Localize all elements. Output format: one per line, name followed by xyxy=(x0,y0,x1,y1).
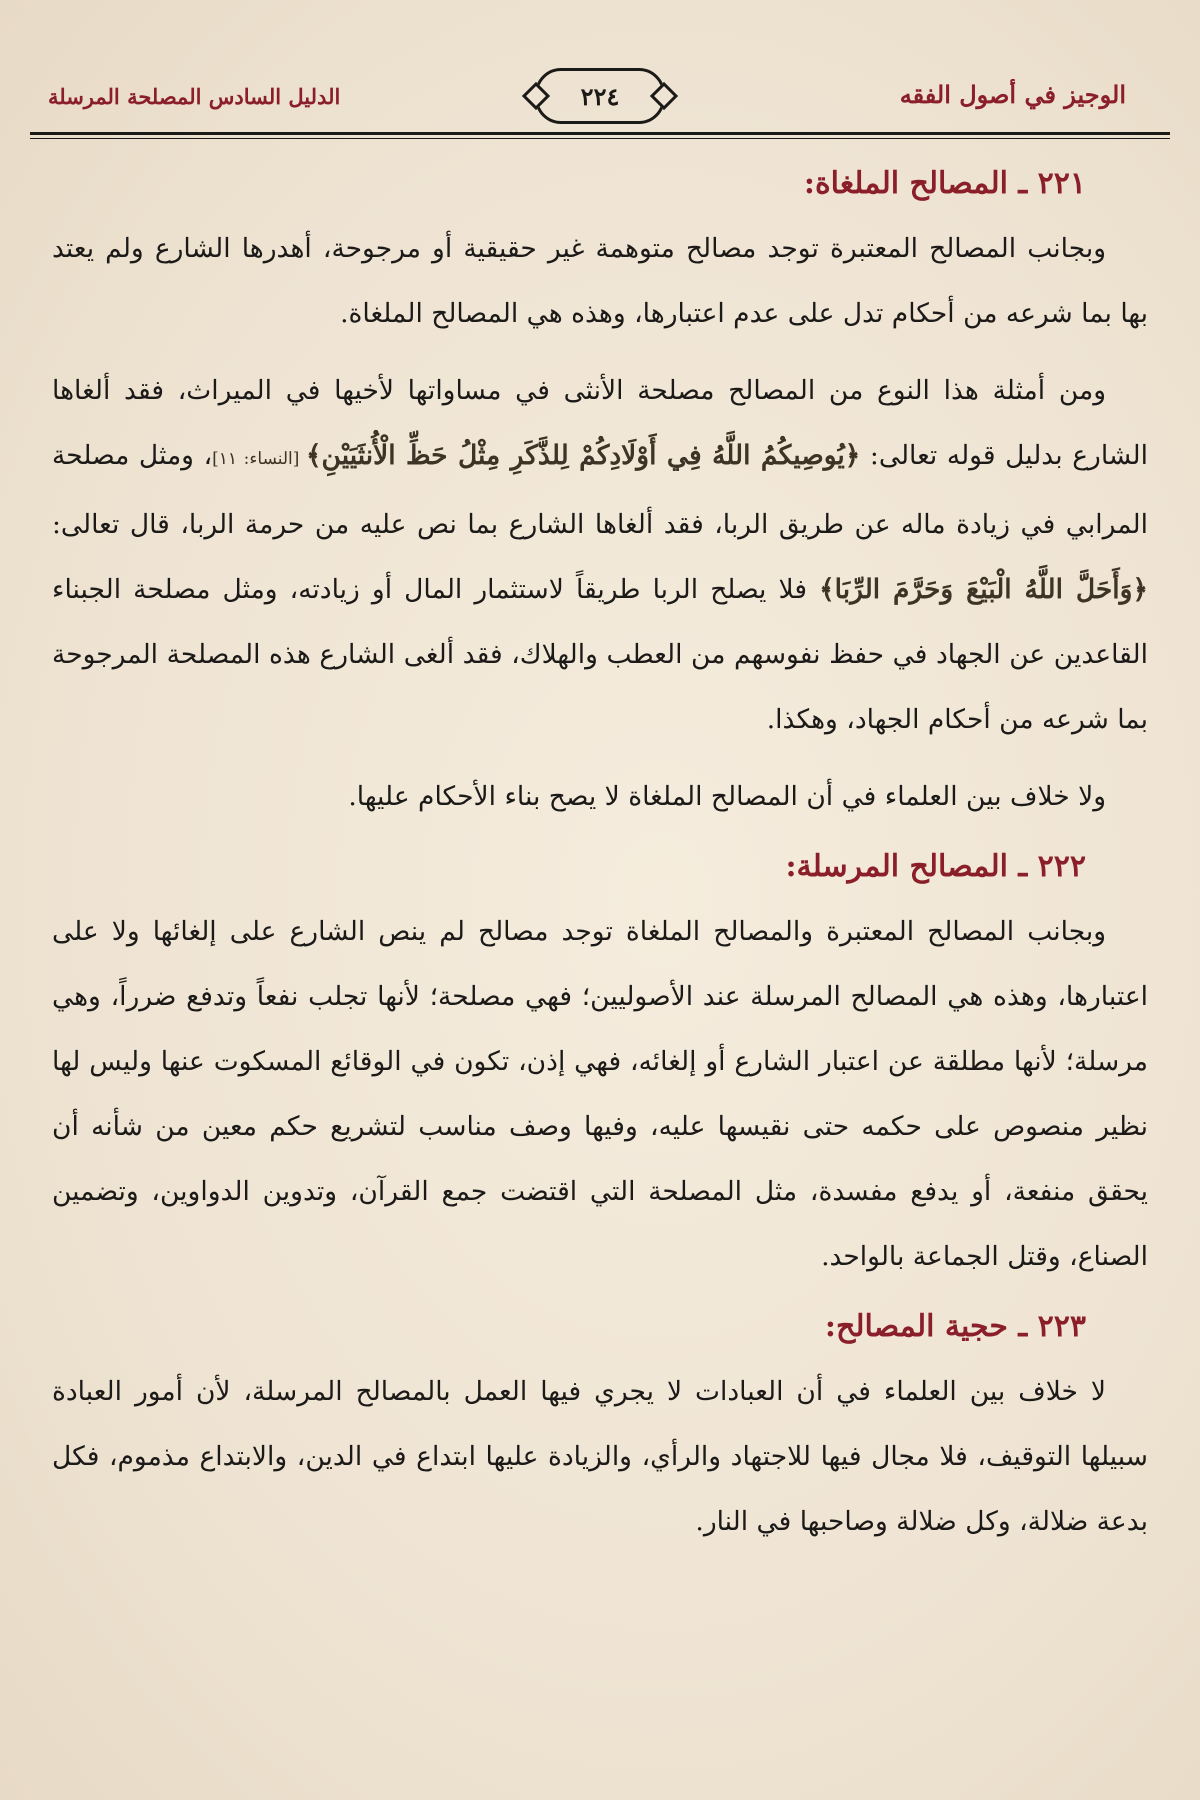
paragraph: وبجانب المصالح المعتبرة توجد مصالح متوهمة غير حقيقية أو مرجوحة، أهدرها الشارع ولم يعتد بها بما شرعه من أحكام تدل على عدم اعتبارها، وهذه هي المصالح الملغاة. xyxy=(52,233,1148,329)
verse-reference: [النساء: ١١] xyxy=(212,449,307,469)
section-title-222: ٢٢٢ ـ المصالح المرسلة: xyxy=(785,849,1086,884)
header-rule-thin xyxy=(30,138,1170,139)
section-title-223: ٢٢٣ ـ حجية المصالح: xyxy=(824,1309,1086,1344)
paragraph: لا خلاف بين العلماء في أن العبادات لا يجري فيها العمل بالمصالح المرسلة، لأن أمور العبادة سبيلها التوقيف، فلا مجال فيها للاجتهاد والرأي، والزيادة عليها ابتداع في الدين، والابتداع مذموم، فكل بدعة ضلالة، وكل ضلالة وصاحبها في النار. xyxy=(52,1376,1148,1537)
chapter-title: الدليل السادس المصلحة المرسلة xyxy=(48,84,341,109)
paragraph-text: ، ومثل مصلحة المرابي في زيادة ماله عن طريق الربا، فقد ألغاها الشارع بما نص عليه من حرمة الربا، قال تعالى: xyxy=(52,440,1148,540)
page-body xyxy=(52,158,1148,1566)
section-title-221: ٢٢١ ـ المصالح الملغاة: xyxy=(803,166,1086,201)
paragraph-text: فلا يصلح الربا طريقاً لاستثمار المال أو زيادته، ومثل مصلحة الجبناء القاعدين عن الجهاد في حفظ نفوسهم من العطب والهلاك، فقد ألغى الشارع هذه المصلحة المرجوحة بما شرعه من أحكام الجهاد، وهكذا. xyxy=(52,574,1148,735)
header-rule xyxy=(30,132,1170,135)
running-header xyxy=(40,62,1160,132)
quran-verse: ﴿يُوصِيكُمُ اللَّهُ فِي أَوْلَادِكُمْ لِلذَّكَرِ مِثْلُ حَظِّ الْأُنثَيَيْنِ﴾ xyxy=(306,440,861,471)
paragraph: ولا خلاف بين العلماء في أن المصالح الملغاة لا يصح بناء الأحكام عليها. xyxy=(348,781,1106,812)
paragraph xyxy=(52,358,1148,752)
paragraph: وبجانب المصالح المعتبرة والمصالح الملغاة توجد مصالح لم ينص الشارع على إلغائها ولا على اعتبارها، وهذه هي المصالح المرسلة عند الأصوليين؛ فهي مصلحة؛ لأنها تجلب نفعاً وتدفع ضرراً، وهي مرسلة؛ لأنها مطلقة عن اعتبار الشارع أو إلغائه، فهي إذن، تكون في الوقائع المسكوت عنها وليس لها نظير منصوص على حكمه حتى نقيسها عليه، وفيها وصف مناسب لتشريع حكم معين من شأنه أن يحقق منفعة، أو يدفع مفسدة، مثل المصلحة التي اقتضت جمع القرآن، وتدوين الدواوين، وتضمين الصناع، وقتل الجماعة بالواحد. xyxy=(52,916,1148,1272)
book-title: الوجيز في أصول الفقه xyxy=(899,80,1126,109)
quran-verse: ﴿وَأَحَلَّ اللَّهُ الْبَيْعَ وَحَرَّمَ الرِّبَا﴾ xyxy=(819,574,1148,605)
page-number: ٢٢٤ xyxy=(535,68,665,124)
paragraph-text: ومن أمثلة هذا النوع من المصالح مصلحة الأنثى في مساواتها لأخيها في الميراث، فقد ألغاها الشارع بدليل قوله تعالى: xyxy=(52,375,1148,471)
